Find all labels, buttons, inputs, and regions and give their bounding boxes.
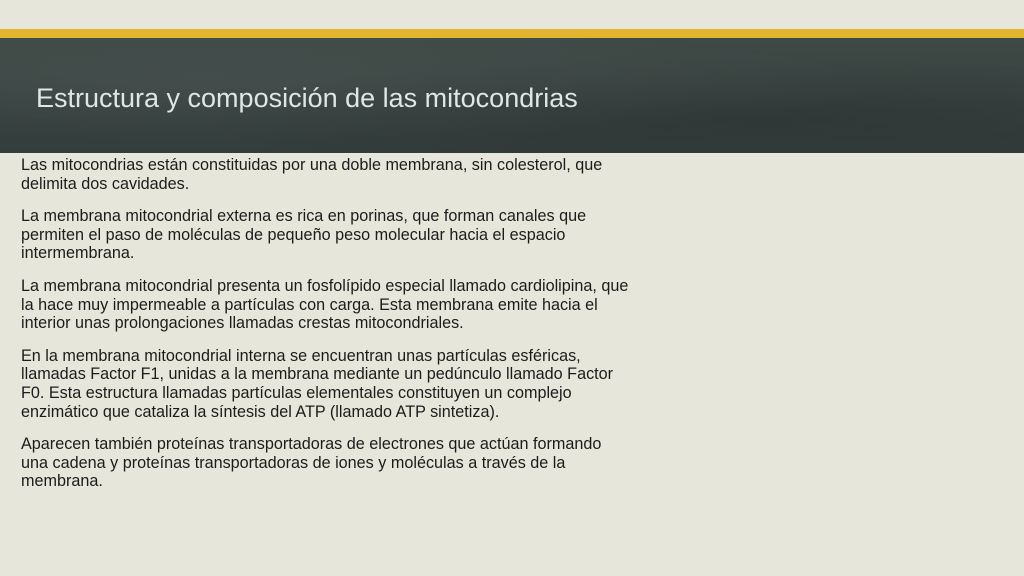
paragraph-cardiolipin: La membrana mitocondrial presenta un fosfolípido especial llamado cardiolipina, que la hace muy impermeable a partículas con carga. Esta membrana emite hacia el interior unas prolongaciones llamadas crestas mitocondriales. [21, 276, 629, 333]
paragraph-outer-membrane: La membrana mitocondrial externa es rica en porinas, que forman canales que permiten el paso de moléculas de pequeño peso molecular hacia el espacio intermembrana. [21, 207, 587, 263]
slide-title: Estructura y composición de las mitocondrias [36, 83, 578, 113]
accent-bar [0, 29, 1024, 38]
paragraph-inner-membrane: En la membrana mitocondrial interna se encuentran unas partículas esféricas, llamadas Factor F1, unidas a la membrana mediante un pedúnculo llamado Factor F0. Esta estructura llamadas partículas elementales constituyen un complejo enzimático que cataliza la síntesis del ATP (llamado ATP sintetiza). [21, 346, 614, 421]
slide-body [21, 156, 631, 505]
title-band [0, 38, 1024, 153]
paragraph-transport-proteins: Aparecen también proteínas transportadoras de electrones que actúan formando una cadena y proteínas transportadoras de iones y moléculas a través de la membrana. [21, 435, 602, 491]
top-strip [0, 0, 1024, 29]
paragraph-double-membrane: Las mitocondrias están constituidas por una doble membrana, sin colesterol, que delimita dos cavidades. [21, 156, 603, 193]
